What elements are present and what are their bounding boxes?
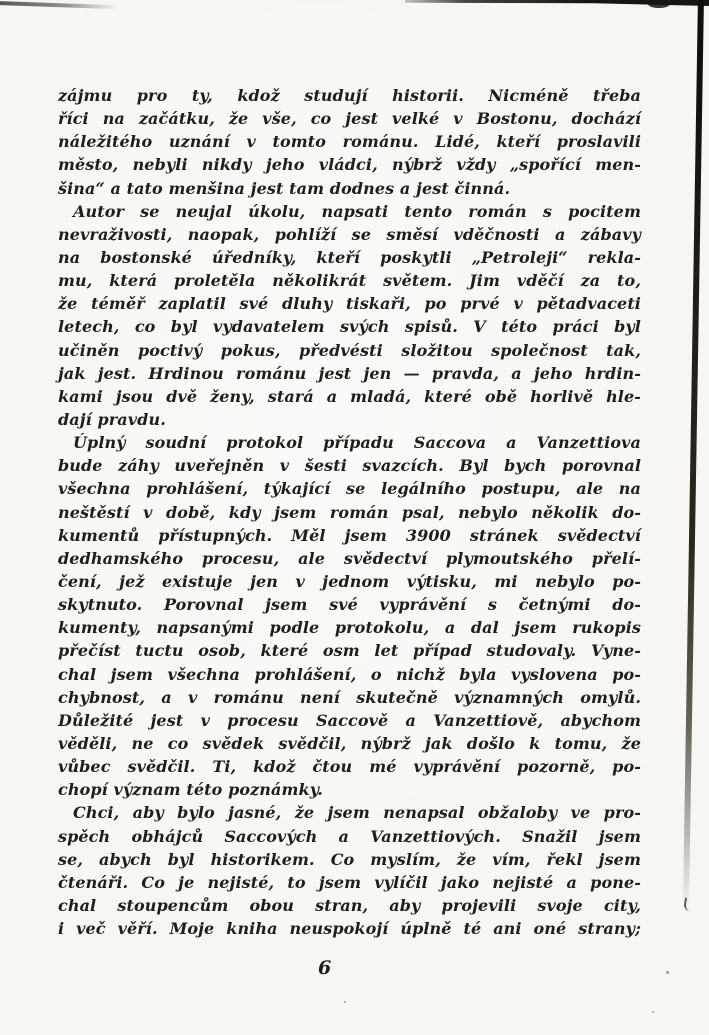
text-line: město, nebyli nikdy jeho vládci, nýbrž vždy „spořící men-: [58, 155, 641, 175]
text-line: letech, co byl vydavatelem svých spisů. V této práci byl: [58, 317, 641, 337]
text-line: přečíst tuctu osob, které osm let případ studovaly. Vyne-: [58, 641, 641, 661]
text-line: čtenáři. Co je nejisté, to jsem vylíčil jako nejisté a pone-: [58, 872, 641, 892]
scan-speck: [344, 1001, 346, 1003]
text-line: Úplný soudní protokol případu Saccova a Vanzettiova: [73, 433, 641, 453]
text-line: mu, která proletěla několikrát světem. Jim vděčí za to,: [58, 271, 641, 291]
text-line: nevraživosti, naopak, pohlíží se směsí vděčnosti a zábavy: [58, 224, 641, 244]
text-line: kami jsou dvě ženy, stará a mladá, které obě horlivě hle-: [58, 386, 641, 406]
text-line: že téměř zaplatil své dluhy tiskaři, po prvé v pětadvaceti: [58, 294, 641, 314]
text-line: spěch obhájců Saccových a Vanzettiových. Snažil jsem: [58, 826, 641, 846]
text-line: chopí význam této poznámky.: [58, 780, 323, 800]
page-number: 6: [318, 957, 332, 979]
text-line: zájmu pro ty, kdož studují historii. Nicméně třeba: [58, 86, 641, 105]
text-line: vůbec svědčil. Ti, kdož čtou mé vyprávění pozorně, po-: [58, 757, 641, 777]
scan-artifact-top-right: [405, 0, 709, 6]
text-line: skytnuto. Porovnal jsem své vyprávění s četnými do-: [58, 595, 641, 615]
paragraph: [58, 200, 641, 431]
text-line: kumenty, napsanými podle protokolu, a dal jsem rukopis: [58, 618, 641, 638]
paragraph: [58, 84, 641, 200]
text-line: všechna prohlášení, týkající se legálního postupu, ale na: [58, 479, 641, 499]
text-line: dají pravdu.: [58, 409, 166, 429]
text-line: Důležité jest v procesu Saccově a Vanzettiově, abychom: [58, 710, 641, 730]
text-line: kumentů přístupných. Měl jsem 3900 stránek svědectví: [58, 525, 641, 545]
text-line: bude záhy uveřejněn v šesti svazcích. Byl bych porovnal: [58, 456, 641, 476]
scan-artifact-top-left: [0, 1, 118, 9]
scan-artifact-right-edge: [683, 0, 704, 912]
text-line: říci na začátku, že vše, co jest velké v Bostonu, dochází: [58, 109, 641, 129]
scan-speck: [652, 1011, 654, 1013]
text-line: i več věří. Moje kniha neuspokojí úplně té ani oné strany;: [58, 919, 641, 939]
text-line: jak jest. Hrdinou románu jest jen — pravda, a jeho hrdin-: [58, 363, 641, 383]
text-line: chal stoupencům obou stran, aby projevili svoje city,: [58, 895, 641, 915]
text-line: neštěstí v době, kdy jsem román psal, nebylo několik do-: [58, 502, 641, 522]
text-line: Chci, aby bylo jasné, že jsem nenapsal obžaloby ve pro-: [73, 803, 641, 823]
scan-artifact-top-right-blob: [648, 0, 670, 8]
text-line: náležitého uznání v tomto románu. Lidé, kteří proslavili: [58, 132, 641, 152]
text-line: čení, jež existuje jen v jednom výtisku, mi nebylo po-: [58, 571, 641, 591]
text-line: Autor se neujal úkolu, napsati tento román s pocitem: [73, 201, 641, 221]
text-line: věděli, ne co svědek svědčil, nýbrž jak došlo k tomu, že: [58, 733, 641, 753]
paragraph: [58, 431, 641, 801]
text-line: na bostonské úředníky, kteří poskytli „Petroleji“ rekla-: [58, 247, 641, 267]
scan-speck: [666, 971, 669, 974]
text-line: učiněn poctivý pokus, předvésti složitou společnost tak,: [58, 340, 641, 360]
text-line: šina“ a tato menšina jest tam dodnes a jest činná.: [58, 178, 511, 198]
text-line: chal jsem všechna prohlášení, o nichž byla vyslovena po-: [58, 664, 641, 684]
scan-artifact-hook: [683, 897, 693, 911]
text-line: chybnost, a v románu není skutečně významných omylů.: [58, 687, 641, 707]
text-line: se, abych byl historikem. Co myslím, že vím, řekl jsem: [58, 849, 641, 869]
paragraph: [58, 801, 641, 940]
text-line: dedhamského procesu, ale svědectví plymoutského přelí-: [58, 548, 641, 568]
text-block: [58, 84, 641, 940]
